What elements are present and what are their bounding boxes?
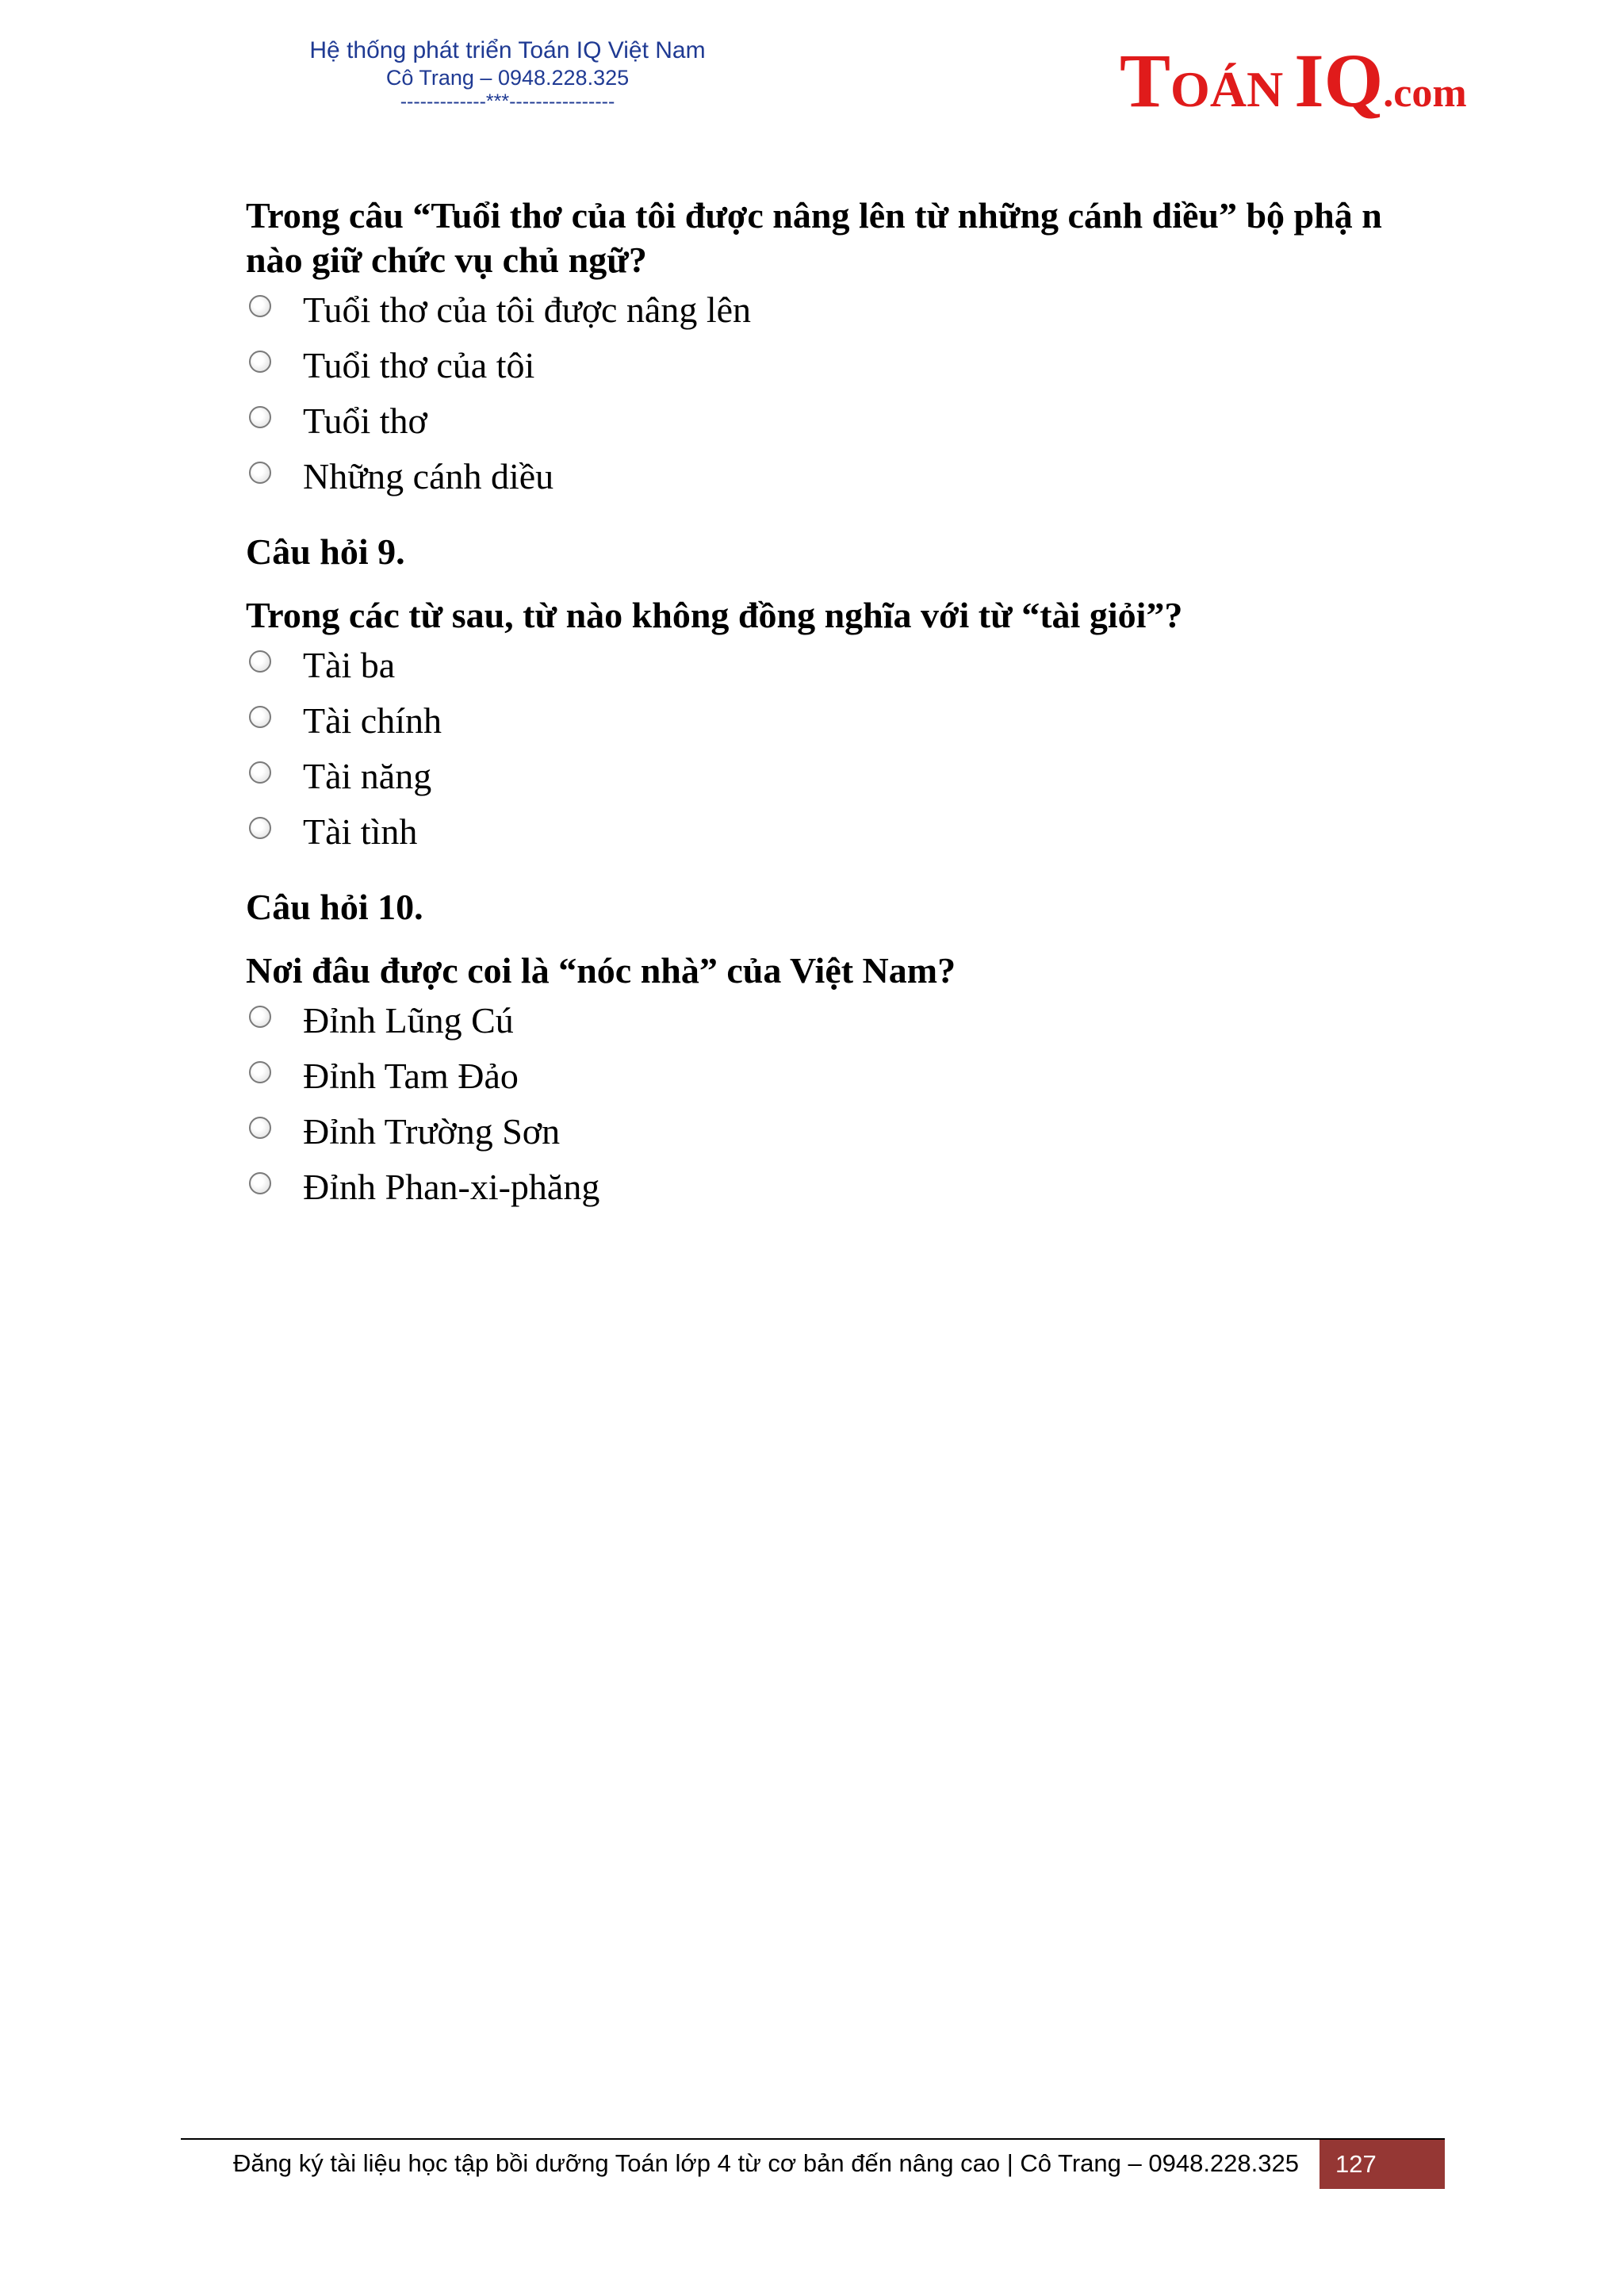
option-label: Đỉnh Trường Sơn (303, 1111, 561, 1152)
option-label: Những cánh diều (303, 456, 554, 496)
radio-button-icon[interactable] (249, 1172, 271, 1194)
option-item[interactable] (246, 809, 1435, 864)
question-9-heading: Câu hỏi 9. (246, 531, 405, 572)
option-label: Đỉnh Tam Đảo (303, 1056, 519, 1096)
question-8-options (246, 287, 1435, 509)
logo-dot-com: .com (1383, 71, 1467, 116)
option-item[interactable] (246, 642, 1435, 698)
radio-button-icon[interactable] (249, 462, 271, 484)
radio-button-icon[interactable] (249, 817, 271, 839)
header-info (270, 36, 745, 113)
option-item[interactable] (246, 343, 1435, 398)
option-label: Tuổi thơ (303, 401, 427, 441)
footer-divider (181, 2138, 1445, 2140)
option-label: Tuổi thơ của tôi được nâng lên (303, 289, 752, 330)
radio-button-icon[interactable] (249, 1061, 271, 1083)
option-label: Tài chính (303, 700, 442, 741)
radio-button-icon[interactable] (249, 761, 271, 784)
option-label: Đỉnh Lũng Cú (303, 1000, 514, 1041)
radio-button-icon[interactable] (249, 706, 271, 728)
option-label: Đỉnh Phan-xi-phăng (303, 1167, 600, 1207)
option-item[interactable] (246, 287, 1435, 343)
footer-text: Đăng ký tài liệu học tập bồi dưỡng Toán lớp 4 từ cơ bản đến nâng cao | Cô Trang – 0948.228.325 (233, 2149, 1299, 2177)
option-item[interactable] (246, 1109, 1435, 1164)
header-system-name: Hệ thống phát triển Toán IQ Việt Nam (309, 37, 706, 63)
toaniq-logo (1120, 38, 1467, 123)
question-8-text: Trong câu “Tuổi thơ của tôi được nâng lên từ những cánh diều” bộ phậ n nào giữ chức vụ chủ ngữ? (246, 195, 1382, 280)
option-item[interactable] (246, 698, 1435, 753)
option-label: Tài tình (303, 811, 418, 852)
radio-button-icon[interactable] (249, 1006, 271, 1028)
option-label: Tuổi thơ của tôi (303, 345, 535, 385)
option-item[interactable] (246, 753, 1435, 809)
logo-iq: IQ (1294, 38, 1384, 123)
radio-button-icon[interactable] (249, 295, 271, 317)
option-item[interactable] (246, 454, 1435, 509)
option-item[interactable] (246, 998, 1435, 1053)
option-label: Tài năng (303, 756, 432, 796)
radio-button-icon[interactable] (249, 1117, 271, 1139)
question-10-text: Nơi đâu được coi là “nóc nhà” của Việt Nam? (246, 950, 956, 991)
page-number: 127 (1335, 2150, 1377, 2178)
option-item[interactable] (246, 1164, 1435, 1220)
option-item[interactable] (246, 398, 1435, 454)
question-10-heading: Câu hỏi 10. (246, 887, 423, 927)
page-number-badge (1320, 2140, 1445, 2189)
question-10-options (246, 998, 1435, 1220)
radio-button-icon[interactable] (249, 351, 271, 373)
header-divider: -------------***---------------- (400, 90, 615, 113)
option-item[interactable] (246, 1053, 1435, 1109)
radio-button-icon[interactable] (249, 650, 271, 673)
question-9-options (246, 642, 1435, 864)
option-label: Tài ba (303, 645, 396, 685)
radio-button-icon[interactable] (249, 406, 271, 428)
header-contact: Cô Trang – 0948.228.325 (385, 66, 630, 90)
logo-letter-t: T (1120, 38, 1171, 123)
logo-letters-oan: OÁN (1170, 61, 1284, 117)
question-9-text: Trong các từ sau, từ nào không đồng nghĩa với từ “tài giỏi”? (246, 595, 1183, 635)
quiz-content (246, 194, 1435, 1220)
